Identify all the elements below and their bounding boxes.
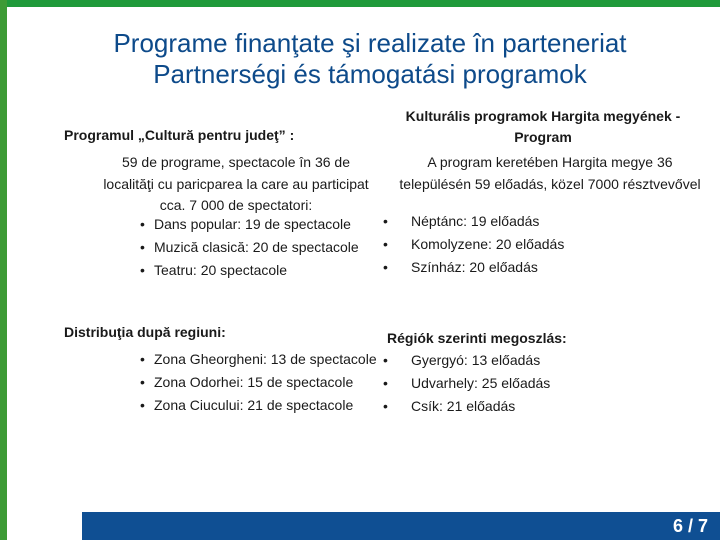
left-green-bar [0, 0, 7, 540]
list-item: • Csík: 21 előadás [380, 395, 710, 418]
hu-program-heading: Kulturális programok Hargita megyének - Program [405, 108, 681, 145]
list-item: • Teatru: 20 spectacole [134, 259, 384, 282]
list-item: • Néptánc: 19 előadás [380, 210, 710, 233]
hu-program-description: A program keretében Hargita megye 36 településén 59 előadás, közel 7000 résztvevővel [399, 154, 701, 192]
list-item: • Komolyzene: 20 előadás [380, 233, 710, 256]
slide-title [40, 28, 700, 90]
title-line-2: Partnerségi és támogatási programok [153, 59, 587, 89]
page-number: 6 / 7 [672, 516, 708, 536]
hu-distribution-heading: Régiók szerinti megoszlás: [387, 330, 567, 346]
list-item: • Muzică clasică: 20 de spectacole [134, 236, 384, 259]
footer-bar [82, 512, 720, 540]
list-item: • Színház: 20 előadás [380, 256, 710, 279]
top-green-bar [7, 0, 720, 7]
ro-distribution-list [134, 348, 394, 417]
hu-program-list [380, 210, 710, 279]
ro-program-description: 59 de programe, spectacole în 36 de localităţi cu paricparea la care au participat cca. 7 000 de spectatori: [103, 154, 369, 213]
ro-program-heading: Programul „Cultură pentru judeţ” : [64, 127, 295, 143]
ro-program-list [134, 213, 384, 282]
hu-distribution-list [380, 349, 710, 418]
list-item: • Zona Gheorgheni: 13 de spectacole [134, 348, 394, 371]
list-item: • Gyergyó: 13 előadás [380, 349, 710, 372]
list-item: • Zona Odorhei: 15 de spectacole [134, 371, 394, 394]
list-item: • Dans popular: 19 de spectacole [134, 213, 384, 236]
ro-distribution-heading: Distribuţia după regiuni: [64, 324, 226, 340]
list-item: • Zona Ciucului: 21 de spectacole [134, 394, 394, 417]
title-line-1: Programe finanţate şi realizate în parteneriat [113, 28, 627, 58]
list-item: • Udvarhely: 25 előadás [380, 372, 710, 395]
